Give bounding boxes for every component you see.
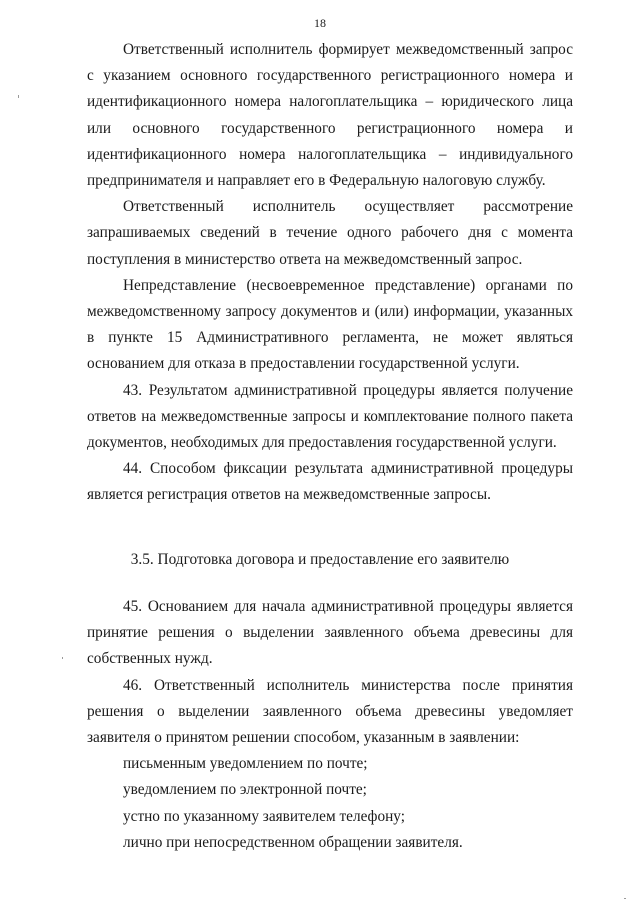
scan-speck bbox=[624, 898, 626, 899]
list-item-phone: устно по указанному заявителем телефону; bbox=[123, 807, 405, 825]
scan-speck bbox=[18, 95, 19, 98]
scan-speck bbox=[62, 657, 63, 659]
list-item-in-person: лично при непосредственном обращении заявителя. bbox=[123, 833, 463, 851]
section-heading: 3.5. Подготовка договора и предоставление его заявителю bbox=[130, 551, 510, 568]
paragraph-interagency-request: Ответственный исполнитель формирует межведомственный запрос с указанием основного государственного регистрационного номера и идентификационного номера налогоплательщика – юридического лица или основного государственного регистрационного номера и идентификационного номера налогоплательщика – индивидуального предпринимателя и направляет его в Федеральную налоговую службу. bbox=[87, 41, 573, 190]
page-number: 18 bbox=[314, 16, 326, 30]
paragraph-43-result: 43. Результатом административной процедуры является получение ответов на межведомственные запросы и комплектование полного пакета документов, необходимых для предоставления государственной услуги. bbox=[87, 381, 573, 452]
list-item-mail: письменным уведомлением по почте; bbox=[123, 755, 368, 773]
paragraph-45-basis: 45. Основанием для начала административной процедуры является принятие решения о выделении заявленного объема древесины для собственных нужд. bbox=[87, 598, 573, 668]
list-item-email: уведомлением по электронной почте; bbox=[123, 781, 367, 799]
paragraph-review-period: Ответственный исполнитель осуществляет рассмотрение запрашиваемых сведений в течение одного рабочего дня с момента поступления в министерство ответа на межведомственный запрос. bbox=[87, 198, 573, 268]
paragraph-44-fixation: 44. Способом фиксации результата административной процедуры является регистрация ответов на межведомственные запросы. bbox=[87, 460, 573, 504]
text-block-bottom bbox=[87, 594, 573, 856]
paragraph-non-submission: Непредставление (несвоевременное представление) органами по межведомственному запросу документов и (или) информации, указанных в пункте 15 Административного регламента, не может являться основанием для отказа в предоставлении государственной услуги. bbox=[87, 276, 573, 373]
text-block-top bbox=[87, 37, 573, 509]
paragraph-46-notification: 46. Ответственный исполнитель министерства после принятия решения о выделении заявленного объема древесины уведомляет заявителя о принятом решении способом, указанным в заявлении: bbox=[87, 676, 573, 747]
